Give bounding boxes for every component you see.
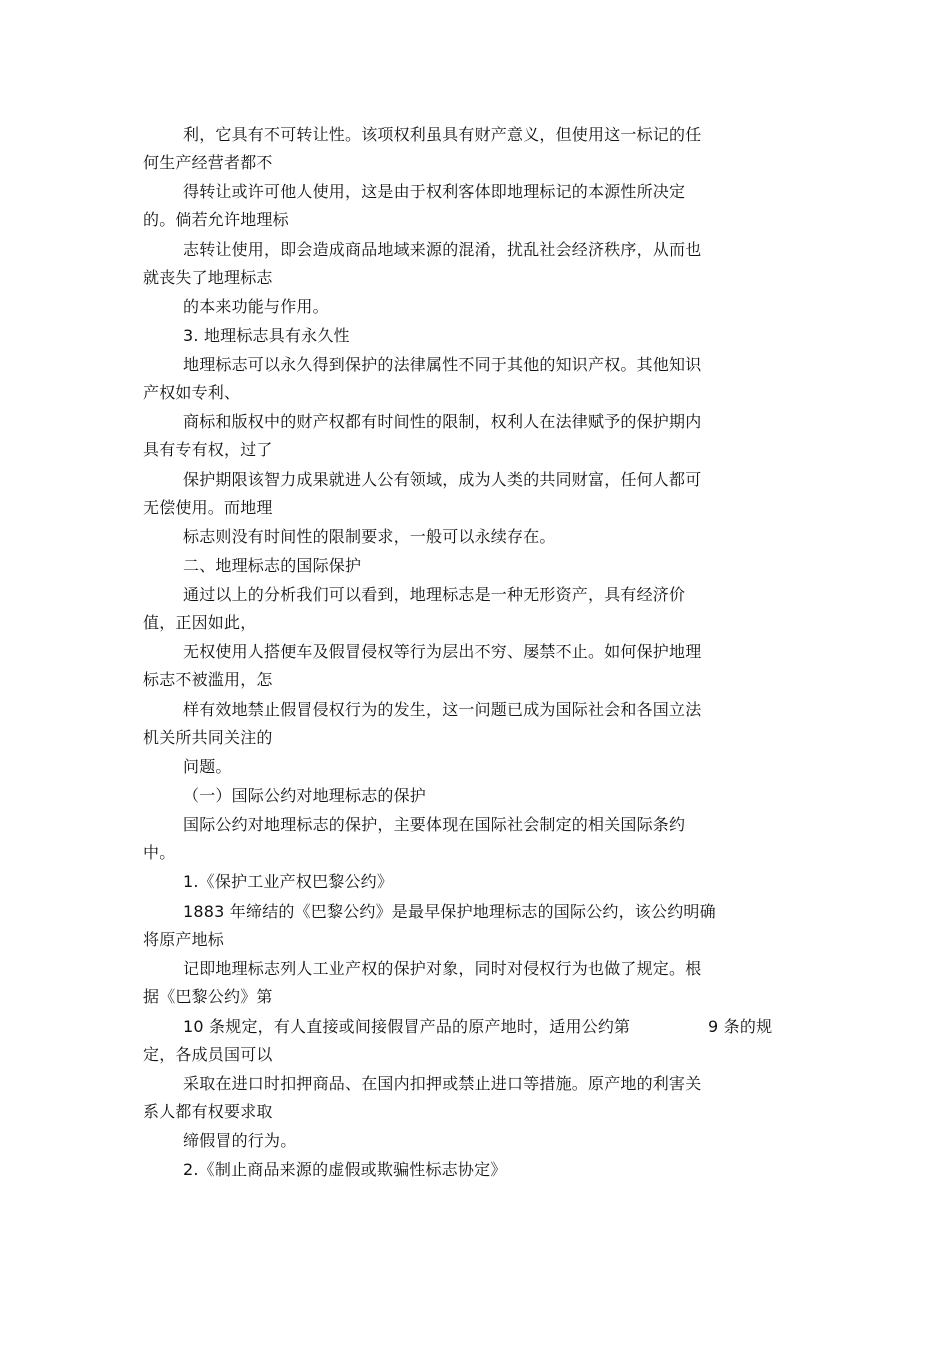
text-line: 系人都有权要求取 [143, 1102, 273, 1121]
text-line: 产权如专利、 [143, 383, 241, 402]
section-heading: 1.《保护工业产权巴黎公约》 [183, 872, 394, 891]
text-line: 记即地理标志列人工业产权的保护对象，同时对侵权行为也做了规定。根 [183, 959, 702, 978]
section-heading: 2.《制止商品来源的虚假或欺骗性标志协定》 [183, 1160, 507, 1179]
text-line: 9 条的规 [708, 1017, 773, 1036]
text-line: 将原产地标 [143, 930, 225, 949]
section-heading: 二、地理标志的国际保护 [183, 556, 362, 575]
text-line: 的本来功能与作用。 [183, 297, 329, 316]
text-line: 就丧失了地理标志 [143, 268, 273, 287]
text-line: 10 条规定，有人直接或间接假冒产品的原产地时，适用公约第 [183, 1017, 631, 1036]
text-line: 中。 [143, 843, 176, 862]
text-line: 何生产经营者都不 [143, 153, 273, 172]
text-line: 国际公约对地理标志的保护，主要体现在国际社会制定的相关国际条约 [183, 815, 686, 834]
text-line: 志转让使用，即会造成商品地域来源的混淆，扰乱社会经济秩序，从而也 [183, 240, 702, 259]
text-line: 值，正因如此， [143, 613, 257, 632]
text-line: 商标和版权中的财产权都有时间性的限制，权利人在法律赋予的保护期内 [183, 412, 702, 431]
text-line: 的。倘若允许地理标 [143, 210, 289, 229]
text-line: 无偿使用。而地理 [143, 498, 273, 517]
text-line: 据《巴黎公约》第 [143, 987, 273, 1006]
section-heading: （一）国际公约对地理标志的保护 [183, 786, 427, 805]
text-line: 1883 年缔结的《巴黎公约》是最早保护地理标志的国际公约，该公约明确 [183, 902, 716, 921]
text-line: 定，各成员国可以 [143, 1045, 273, 1064]
text-line: 标志则没有时间性的限制要求，一般可以永续存在。 [183, 527, 556, 546]
text-line: 得转让或许可他人使用，这是由于权利客体即地理标记的本源性所决定 [183, 182, 686, 201]
text-line: 采取在进口时扣押商品、在国内扣押或禁止进口等措施。原产地的利害关 [183, 1074, 702, 1093]
text-line: 无权使用人搭便车及假冒侵权等行为层出不穷、屡禁不止。如何保护地理 [183, 642, 702, 661]
text-line: 具有专有权，过了 [143, 440, 273, 459]
text-line: 通过以上的分析我们可以看到，地理标志是一种无形资产，具有经济价 [183, 585, 686, 604]
text-line: 样有效地禁止假冒侵权行为的发生，这一问题已成为国际社会和各国立法 [183, 700, 702, 719]
text-line: 问题。 [183, 757, 232, 776]
text-line: 标志不被滥用，怎 [143, 670, 273, 689]
section-heading: 3. 地理标志具有永久性 [183, 326, 350, 345]
text-line: 地理标志可以永久得到保护的法律属性不同于其他的知识产权。其他知识 [183, 355, 702, 374]
text-line: 缔假冒的行为。 [183, 1131, 297, 1150]
text-line: 机关所共同关注的 [143, 728, 273, 747]
text-line: 保护期限该智力成果就进人公有领域，成为人类的共同财富，任何人都可 [183, 470, 702, 489]
text-line: 利，它具有不可转让性。该项权利虽具有财产意义，但使用这一标记的任 [183, 125, 702, 144]
